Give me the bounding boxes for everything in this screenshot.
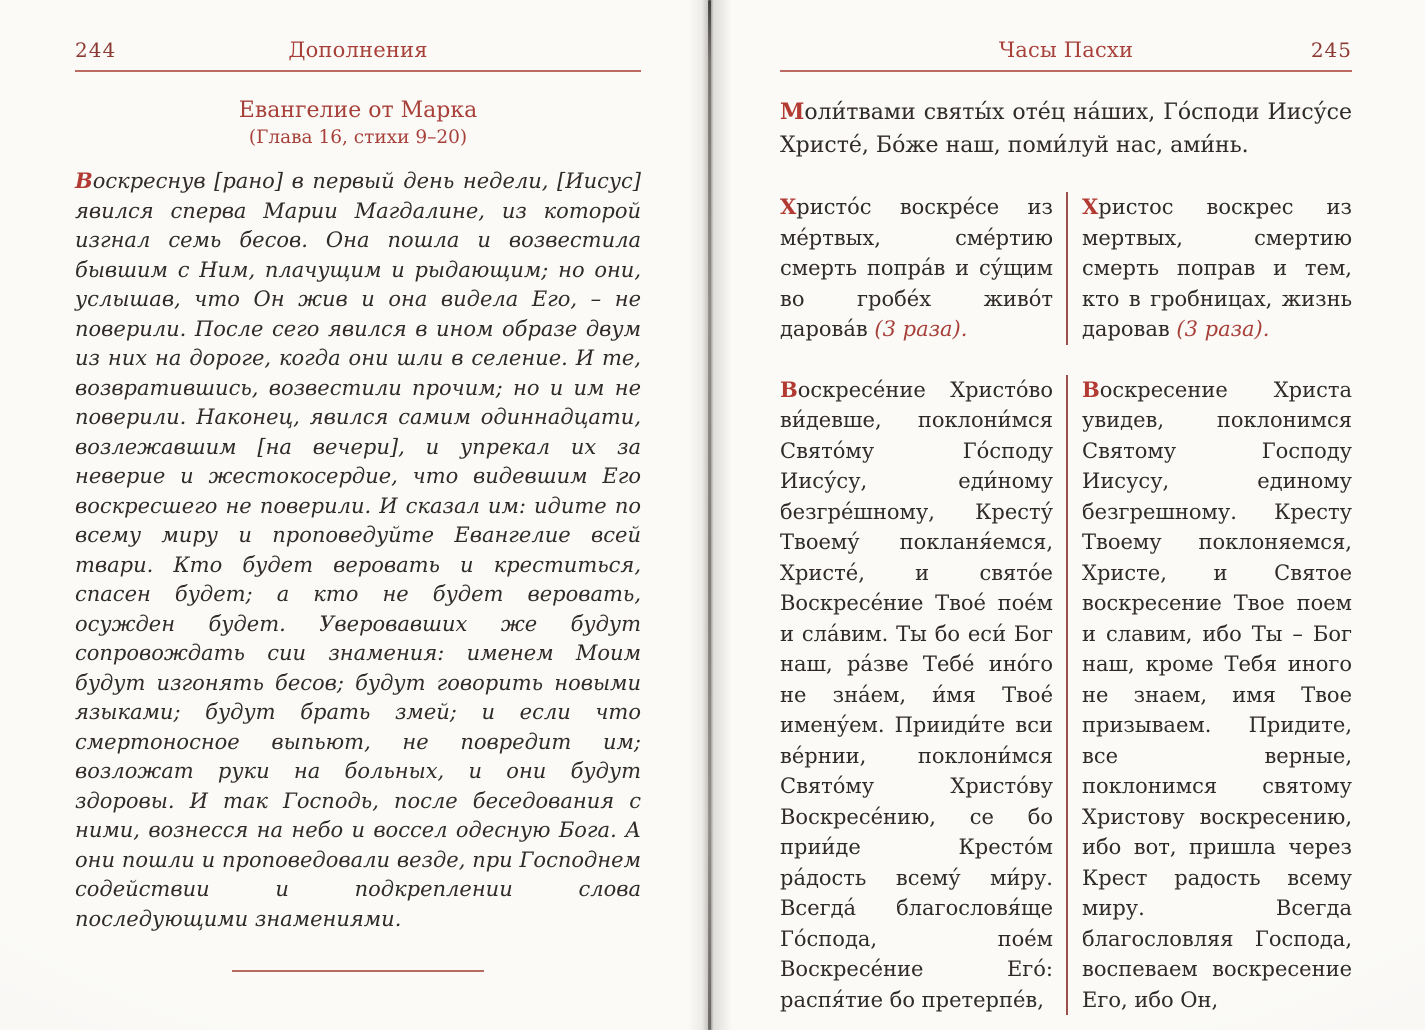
troparion-slavonic-text: ристо́с воскре́се из ме́ртвых, сме́ртию смерть попра́в и су́щим во гробе́х живо́т дарова́в [780, 195, 1053, 341]
right-running-header-title: Часы Пасхи [998, 38, 1134, 62]
left-page [75, 0, 641, 1030]
troparion-russian-initial-letter: Х [1082, 194, 1099, 219]
chapter-subtitle: (Глава 16, стихи 9–20) [248, 127, 468, 148]
opening-prayer-initial-letter: М [780, 99, 805, 125]
resurrection-hymn-russian-text: оскресение Христа увидев, поклонимся Святому Господу Иисусу, единому безгрешному. Кресту Твоему поклоняемся, Христе, и Святое воскресение Твое поем и славим, ибо Ты – Бог наш, кроме Тебя иного не знаем, имя Твое призываем. Придите, все верные, поклонимся святому Христову воскресению, ибо вот, пришла через Крест радость всему миру. Всегда благословляя Господа, воспеваем воскресение Его, ибо Он, [1082, 377, 1352, 1012]
resurrection-hymn-russian-initial-letter: В [1082, 376, 1100, 402]
resurrection-hymn-slavonic-text: оскресе́ние Христо́во ви́девше, поклони́мся Свято́му Го́споду Иису́су, еди́ному безгре́шному, Кресту́ Твоему́ покланя́емся, Христе́, и свято́е Воскресе́ние Твое́ пое́м и сла́вим. Ты бо еси́ Бог наш, ра́зве Тебе́ ино́го не зна́ем, и́мя Твое́ имену́ем. Прииди́те вси ве́рнии, поклони́мся Свято́му Христо́ву Воскресе́нию, се бо прии́де Кресто́м ра́дость всему́ ми́ру. Всегда́ благословя́ще Го́спода, пое́м Воскресе́ние Его́: распя́тие бо претерпе́в, [780, 377, 1053, 1012]
opening-prayer-text: оли́твами святы́х оте́ц на́ших, Го́споди Иису́се Христе́, Бо́же наш, поми́луй нас, ами́нь. [780, 100, 1352, 158]
right-page [780, 0, 1352, 1030]
troparion-block [780, 192, 1352, 345]
gospel-text [75, 166, 641, 934]
troparion-slavonic-initial-letter: Х [780, 194, 797, 219]
right-running-head [780, 38, 1352, 64]
resurrection-hymn-slavonic-initial-letter: В [780, 376, 798, 402]
resurrection-hymn-slavonic [780, 375, 1066, 1016]
troparion-russian-text: ристос воскрес из мертвых, смертию смерть поправ и тем, кто в гробницах, жизнь даровав [1082, 195, 1352, 341]
troparion-russian [1066, 192, 1352, 345]
book-gutter-shadow [688, 0, 732, 1030]
troparion-slavonic [780, 192, 1066, 345]
left-page-number: 244 [75, 38, 117, 62]
right-header-rule [780, 70, 1352, 72]
resurrection-hymn-block [780, 375, 1352, 1016]
gospel-body-text: оскреснув [рано] в первый день недели, [Иисус] явился сперва Марии Магдалине, из которой изгнал семь бесов. Она пошла и возвестила бывшим с Ним, плачущим и рыдающим; но они, услышав, что Он жив и она видела Его, – не поверили. После сего явился в ином образе двум из них на дороге, когда они шли в селение. И те, возвратившись, возвестили прочим; но и им не поверили. Наконец, явился самим одиннадцати, возлежавшим [на вечери], и упрекал их за неверие и жестокосердие, что видевшим Его воскресшего не поверили. И сказал им: идите по всему миру и проповедуйте Евангелие всей твари. Кто будет веровать и креститься, спасен будет; а кто не будет веровать, осужден будет. Уверовавших же будут сопровождать сии знамения: именем Моим будут изгонять бесов; будут говорить новыми языками; будут брать змей; и если что смертоносное выпьют, не повредит им; возложат руки на больных, и они будут здоровы. И так Господь, после беседования с ними, вознесся на небо и воссел одесную Бога. А они пошли и проповедовали везде, при Господнем содействии и подкреплении слова последующими знамениями. [75, 169, 641, 931]
chapter-title: Евангелие от Марка [238, 98, 478, 123]
opening-prayer [780, 96, 1352, 162]
gospel-initial-letter: В [75, 168, 93, 193]
left-running-header-title: Дополнения [288, 38, 428, 62]
resurrection-hymn-russian [1066, 375, 1352, 1016]
section-end-divider [232, 970, 484, 972]
right-page-number: 245 [1310, 38, 1352, 62]
left-header-rule [75, 70, 641, 72]
troparion-russian-repeat-note: (3 раза). [1176, 317, 1270, 341]
troparion-slavonic-repeat-note: (3 раза). [874, 317, 968, 341]
left-running-head [75, 38, 641, 64]
